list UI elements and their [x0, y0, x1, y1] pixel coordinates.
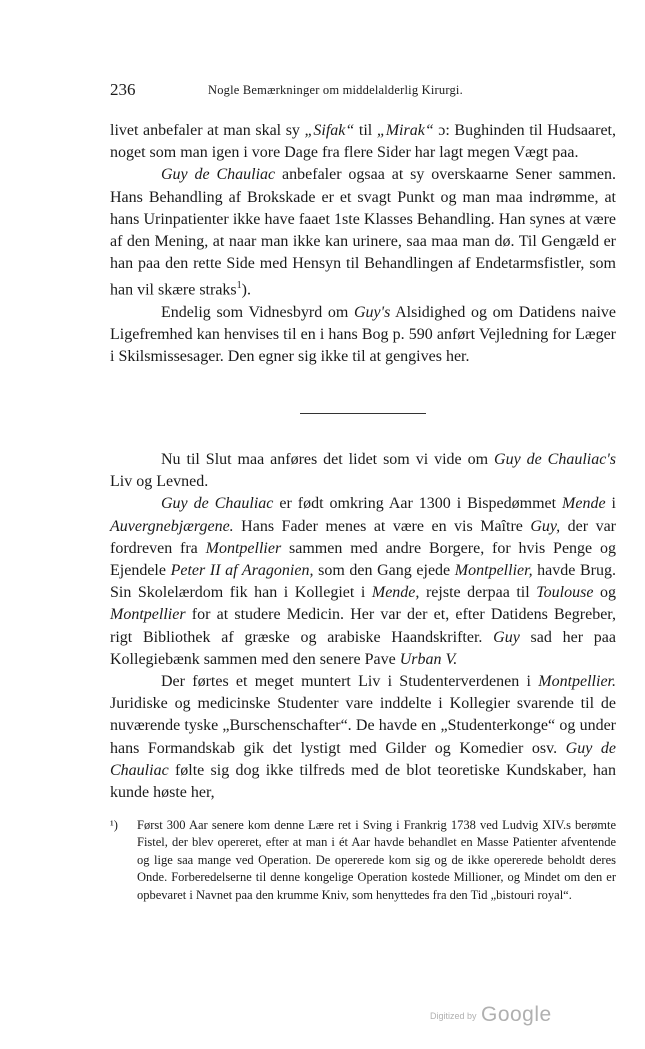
emphasis: Toulouse — [536, 584, 594, 602]
paragraph: livet anbefaler at man skal sy „Sifak“ til „Mirak“ ɔ: Bughinden til Hudsaaret, noget som man igen i vore Dage fra flere Sider har lagt megen Vægt paa. — [110, 122, 616, 162]
emphasis: „Sifak“ — [304, 122, 355, 139]
emphasis: Guy — [493, 628, 520, 646]
footnote-reference: 1 — [236, 280, 242, 292]
emphasis: Montpellier — [110, 606, 186, 624]
text-block-top — [110, 120, 616, 369]
emphasis: Guy, — [530, 517, 561, 535]
emphasis: Guy de Chauliac — [161, 166, 276, 184]
footnote-marker: ¹) — [110, 818, 118, 832]
emphasis: Mende — [562, 495, 606, 513]
footnote — [110, 817, 616, 904]
page-number: 236 — [110, 80, 136, 99]
paragraph: Der førtes et meget muntert Liv i Studenterverdenen i Montpellier. Juridiske og medicinske Studenter vare inddelte i Kollegier svarende til de nuværende tyske „Burschenschafter“. De havde en „Studenterkonge“ og under hans Formandskab gik det lystigt med Gilder og Komedier osv. Guy de Chauliac følte sig dog ikke tilfreds med de blot teoretiske Kundskaber, han kunde høste her, — [110, 673, 616, 802]
paragraph: Nu til Slut maa anføres det lidet som vi vide om Guy de Chauliac's Liv og Levned. — [110, 451, 616, 491]
watermark-prefix: Digitized by — [430, 1011, 477, 1021]
google-logo: Google — [480, 1003, 552, 1026]
page-header — [110, 80, 535, 104]
emphasis: Guy de Chauliac — [110, 739, 616, 779]
emphasis: Auvergnebjærgene. — [110, 517, 234, 535]
section-divider — [300, 413, 426, 414]
emphasis: „Mirak“ — [376, 122, 434, 139]
emphasis: Mende, — [371, 584, 420, 602]
paragraph: Guy de Chauliac anbefaler ogsaa at sy overskaarne Sener sammen. Hans Behandling af Brokskade er et svagt Punkt og man maa indrømme, at hans Urinpatienter ikke have faaet 1ste Klasses Behandling. Han synes at være af den Mening, at naar man ikke kan urinere, saa maa man dø. Til Gengæld er han paa den rette Side med Hensyn til Behandlingen af Endetarmsfistler, som han vil skære straks$^1$). — [110, 166, 617, 299]
emphasis: Peter II af Aragonien, — [170, 562, 314, 580]
emphasis: Guy de Chauliac's — [494, 451, 616, 468]
paragraph: Guy de Chauliac er født omkring Aar 1300 i Bispedømmet Mende i Auvergnebjærgene. Hans Fader menes at være en vis Maître Guy, der var fordreven fra Montpellier sammen med andre Borgere, for hvis Penge og Ejendele Peter II af Aragonien, som den Gang ejede Montpellier, havde Brug. Sin Skolelærdom fik han i Kollegiet i Mende, rejste derpaa til Toulouse og Montpellier for at studere Medicin. Her var der et, efter Datidens Begreber, rigt Bibliothek af græske og arabiske Haandskrifter. Guy sad her paa Kollegiebænk sammen med den senere Pave Urban V. — [110, 495, 617, 668]
emphasis: Montpellier. — [538, 673, 616, 691]
paragraph: Endelig som Vidnesbyrd om Guy's Alsidighed og om Datidens naive Ligefremhed kan henvises til en i hans Bog p. 590 anført Vejledning for Læger i Skilsmissesager. Den egner sig ikke til at gengives her. — [110, 303, 616, 366]
text-block-bottom — [110, 449, 616, 804]
emphasis: Montpellier — [205, 539, 282, 557]
digitized-watermark — [430, 1003, 552, 1027]
running-title: Nogle Bemærkninger om middelalderlig Kirurgi. — [208, 83, 463, 97]
emphasis: Montpellier, — [454, 562, 533, 580]
emphasis: Guy de Chauliac — [161, 495, 274, 513]
emphasis: Guy's — [354, 303, 391, 321]
footnote-text: Først 300 Aar senere kom denne Lære ret i Sving i Frankrig 1738 ved Ludvig XIV.s berømte Fistel, der blev opereret, efter at man i ét Aar havde behandlet en Masse Patienter afventende og lige saa mange ved Operation. De opererede kom sig og de ikke opererede beholdt deres Onde. Forberedelserne til denne kongelige Operation kostede Millioner, og Mindet om den er opbevaret i Navnet paa den krumme Kniv, som henyttedes fra den Tid „bistouri royal“. — [137, 818, 616, 902]
emphasis: Urban V. — [399, 650, 458, 668]
